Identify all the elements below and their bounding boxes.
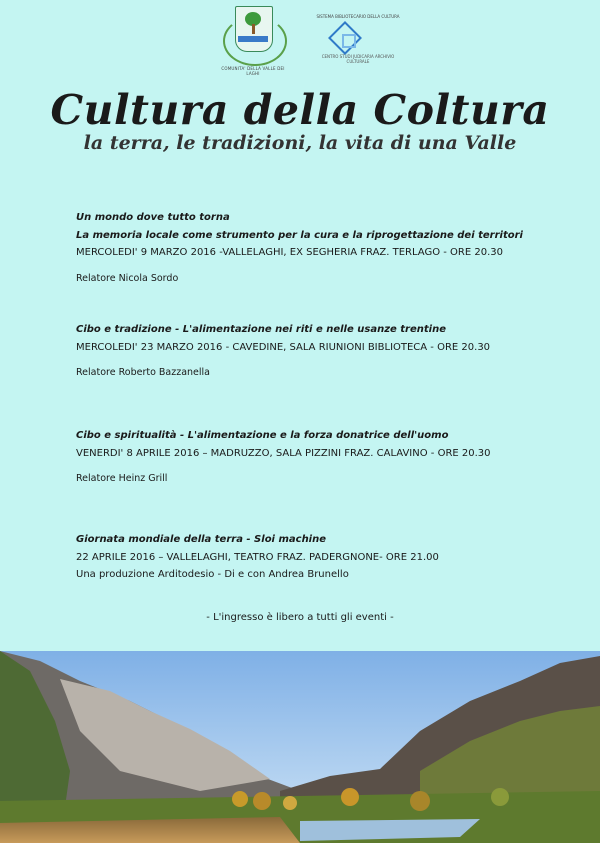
event-heading: Cibo e spiritualità - L'alimentazione e la forza donatrice dell'uomo (76, 430, 449, 441)
event-heading: Un mondo dove tutto torna (76, 212, 230, 223)
free-entry-note: - L'ingresso è libero a tutti gli eventi - (206, 612, 394, 623)
event-speaker: Relatore Heinz Grill (76, 473, 168, 484)
event-datetime: 22 APRILE 2016 – VALLELAGHI, TEATRO FRAZ. PADERGNONE- ORE 21.00 (76, 551, 439, 563)
library-logo (315, 14, 401, 74)
event-2 (76, 321, 490, 382)
valley-landscape-photo (0, 651, 600, 843)
event-speaker: Relatore Roberto Bazzanella (76, 367, 211, 378)
event-heading: Cibo e tradizione - L'alimentazione nei riti e nelle usanze trentine (76, 324, 446, 335)
event-4 (76, 531, 439, 584)
page-title: Cultura della Coltura (50, 86, 550, 134)
event-3 (76, 427, 491, 488)
event-subheading: La memoria locale come strumento per la cura e la riprogettazione dei territori (76, 229, 523, 241)
community-logo (221, 6, 285, 78)
library-logo-bottom-text: CENTRO STUDI JUDICARIA ARCHIVIO CULTURALE (321, 54, 395, 64)
event-heading: Giornata mondiale della terra - Sloi machine (76, 534, 327, 545)
event-1 (76, 209, 523, 287)
event-datetime: MERCOLEDI' 9 MARZO 2016 -VALLELAGHI, EX SEGHERIA FRAZ. TERLAGO - ORE 20.30 (76, 247, 504, 258)
event-speaker: Una produzione Arditodesio - Di e con Andrea Brunello (76, 569, 349, 580)
event-datetime: MERCOLEDI' 23 MARZO 2016 - CAVEDINE, SALA RIUNIONI BIBLIOTECA - ORE 20.30 (76, 341, 491, 353)
community-logo-caption: COMUNITA' DELLA VALLE DEI LAGHI (221, 66, 285, 76)
page-subtitle: la terra, le tradizioni, la vita di una Valle (83, 132, 517, 154)
event-speaker: Relatore Nicola Sordo (76, 272, 179, 284)
event-datetime: VENERDI' 8 APRILE 2016 – MADRUZZO, SALA PIZZINI FRAZ. CALAVINO - ORE 20.30 (76, 447, 491, 459)
library-logo-top-text: SISTEMA BIBLIOTECARIO DELLA CULTURA (316, 14, 400, 19)
